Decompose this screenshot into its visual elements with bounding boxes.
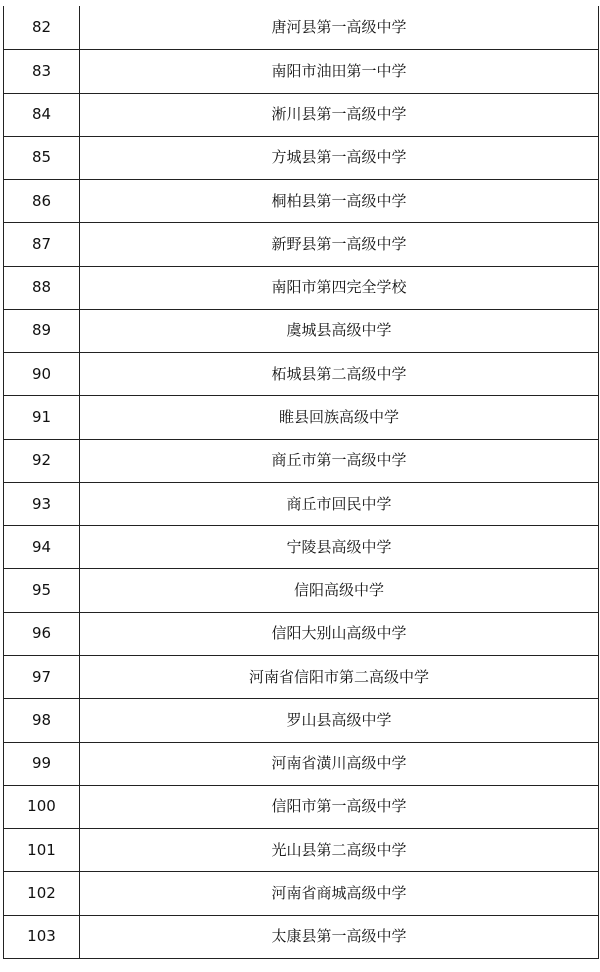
school-name: 信阳大别山高级中学 — [271, 624, 407, 643]
school-name: 河南省潢川高级中学 — [271, 754, 407, 773]
row-number: 89 — [4, 310, 80, 352]
row-number: 100 — [4, 786, 80, 828]
table-row — [4, 136, 598, 179]
school-name: 商丘市第一高级中学 — [271, 451, 407, 470]
row-number: 84 — [4, 94, 80, 136]
table-row — [4, 266, 598, 309]
table-row — [4, 828, 598, 871]
table-row — [4, 915, 598, 958]
row-number: 85 — [4, 137, 80, 179]
table-row — [4, 395, 598, 438]
table-row — [4, 222, 598, 265]
table-row — [4, 179, 598, 222]
row-number: 91 — [4, 396, 80, 438]
table-row — [4, 742, 598, 785]
table-row — [4, 439, 598, 482]
table-row — [4, 871, 598, 914]
table-row — [4, 6, 598, 49]
row-number: 94 — [4, 526, 80, 568]
table-row — [4, 698, 598, 741]
table-row — [4, 612, 598, 655]
school-name: 河南省商城高级中学 — [271, 883, 407, 902]
table-row — [4, 49, 598, 92]
row-number: 86 — [4, 180, 80, 222]
row-number: 96 — [4, 613, 80, 655]
school-list-table — [3, 6, 599, 959]
school-name: 光山县第二高级中学 — [271, 840, 407, 859]
school-name: 桐柏县第一高级中学 — [271, 191, 407, 210]
table-row — [4, 785, 598, 828]
table-row — [4, 352, 598, 395]
table-row — [4, 568, 598, 611]
school-name: 宁陵县高级中学 — [286, 537, 392, 556]
school-name: 淅川县第一高级中学 — [271, 105, 407, 124]
school-name: 太康县第一高级中学 — [271, 927, 407, 946]
school-name: 信阳高级中学 — [293, 581, 384, 600]
row-number: 103 — [4, 916, 80, 958]
row-number: 82 — [4, 6, 80, 49]
table-row — [4, 655, 598, 698]
row-number: 98 — [4, 699, 80, 741]
school-name: 新野县第一高级中学 — [271, 234, 407, 253]
school-name: 方城县第一高级中学 — [271, 148, 407, 167]
school-name: 虞城县高级中学 — [286, 321, 392, 340]
school-name: 罗山县高级中学 — [286, 710, 392, 729]
row-number: 90 — [4, 353, 80, 395]
school-name: 唐河县第一高级中学 — [271, 18, 407, 37]
school-name: 南阳市油田第一中学 — [271, 61, 407, 80]
table-row — [4, 309, 598, 352]
row-number: 88 — [4, 267, 80, 309]
school-name: 南阳市第四完全学校 — [271, 278, 407, 297]
row-number: 95 — [4, 569, 80, 611]
school-name: 商丘市回民中学 — [286, 494, 392, 513]
school-name: 柘城县第二高级中学 — [271, 364, 407, 383]
row-number: 102 — [4, 872, 80, 914]
row-number: 101 — [4, 829, 80, 871]
table-row — [4, 93, 598, 136]
row-number: 87 — [4, 223, 80, 265]
table-row — [4, 482, 598, 525]
school-name: 睢县回族高级中学 — [278, 408, 399, 427]
row-number: 97 — [4, 656, 80, 698]
row-number: 83 — [4, 50, 80, 92]
school-name: 信阳市第一高级中学 — [271, 797, 407, 816]
row-number: 92 — [4, 440, 80, 482]
table-row — [4, 525, 598, 568]
school-name: 河南省信阳市第二高级中学 — [248, 667, 429, 686]
row-number: 99 — [4, 743, 80, 785]
row-number: 93 — [4, 483, 80, 525]
